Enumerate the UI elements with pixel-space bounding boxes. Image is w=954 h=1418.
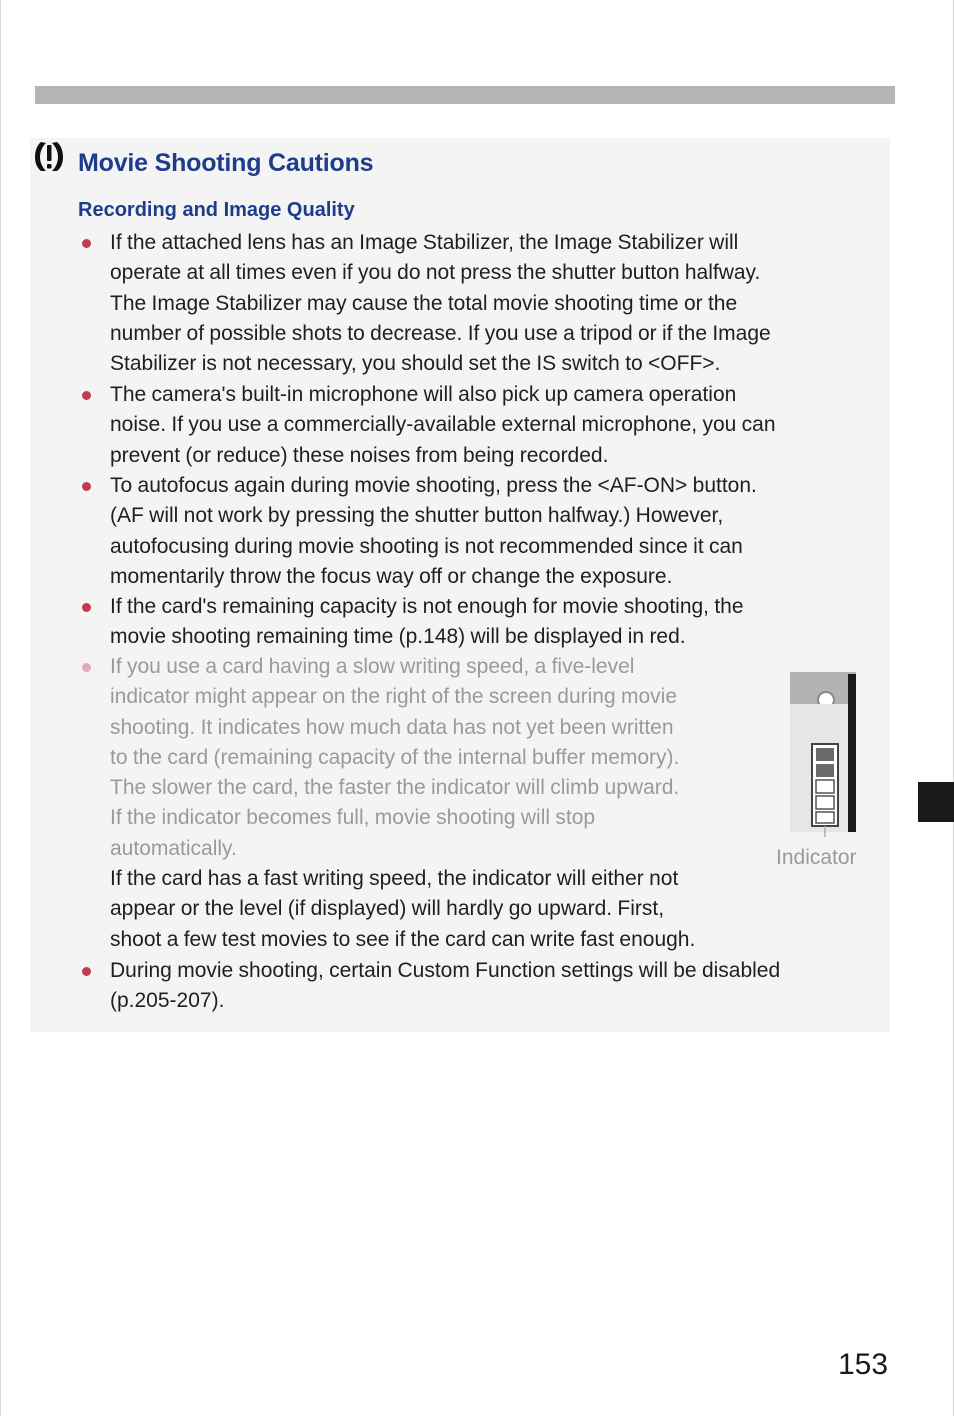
text-line: noise. If you use a commercially-available external microphone, you can	[110, 413, 776, 437]
text-line: Stabilizer is not necessary, you should set the IS switch to <OFF>.	[110, 352, 721, 376]
text-line: shooting. It indicates how much data has not yet been written	[110, 715, 674, 739]
bullet-text	[110, 956, 872, 1017]
chapter-thumb-tab	[918, 782, 954, 822]
bullet-dot	[82, 967, 91, 976]
text-line: shoot a few test movies to see if the card can write fast enough.	[110, 927, 696, 951]
text-line: appear or the level (if displayed) will hardly go upward. First,	[110, 897, 665, 921]
text-line: indicator might appear on the right of the screen during movie	[110, 685, 677, 709]
text-line: During movie shooting, certain Custom Function settings will be disabled	[110, 959, 781, 982]
text-line: prevent (or reduce) these noises from being recorded.	[110, 443, 609, 467]
text-line: to the card (remaining capacity of the internal buffer memory).	[110, 745, 680, 769]
caution-icon	[33, 139, 65, 173]
text-line: To autofocus again during movie shooting, press the <AF-ON> button.	[110, 474, 757, 497]
text-line: momentarily throw the focus way off or change the exposure.	[110, 564, 673, 588]
text-line: If the card has a fast writing speed, the indicator will either not	[110, 867, 679, 891]
bullet-text	[110, 228, 872, 379]
bullet-text	[110, 652, 760, 955]
text-line: The camera's built-in microphone will also pick up camera operation	[110, 383, 737, 406]
bullet-dot	[82, 603, 91, 612]
page-number: 153	[838, 1348, 889, 1381]
bullet-dot	[82, 482, 91, 491]
text-line: operate at all times even if you do not press the shutter button halfway.	[110, 261, 761, 285]
buffer-indicator-icon	[790, 672, 860, 837]
bullet-text	[110, 380, 872, 471]
text-line: If you use a card having a slow writing speed, a five-level	[110, 655, 635, 678]
bullet-dot	[82, 391, 91, 400]
indicator-label: Indicator	[776, 846, 857, 869]
text-line: autofocusing during movie shooting is not recommended since it can	[110, 534, 743, 558]
text-line: number of possible shots to decrease. If you use a tripod or if the Image	[110, 321, 771, 345]
bullet-dot	[82, 239, 91, 248]
text-line: The Image Stabilizer may cause the total movie shooting time or the	[110, 291, 738, 315]
text-line: movie shooting remaining time (p.148) will be displayed in red.	[110, 625, 686, 649]
text-line: automatically.	[110, 836, 237, 860]
text-line: (AF will not work by pressing the shutter button halfway.) However,	[110, 504, 724, 528]
section-title: Movie Shooting Cautions	[78, 149, 374, 177]
bullet-text	[110, 471, 872, 592]
bullet-text	[110, 592, 872, 653]
text-line: If the card's remaining capacity is not enough for movie shooting, the	[110, 595, 744, 618]
text-line: (p.205-207).	[110, 989, 225, 1013]
text-line: If the attached lens has an Image Stabilizer, the Image Stabilizer will	[110, 231, 739, 254]
bullet-dot	[82, 663, 91, 672]
text-line: The slower the card, the faster the indicator will climb upward.	[110, 776, 680, 800]
header-bar	[35, 86, 895, 104]
text-line: If the indicator becomes full, movie shooting will stop	[110, 806, 596, 830]
subheading: Recording and Image Quality	[78, 199, 355, 221]
